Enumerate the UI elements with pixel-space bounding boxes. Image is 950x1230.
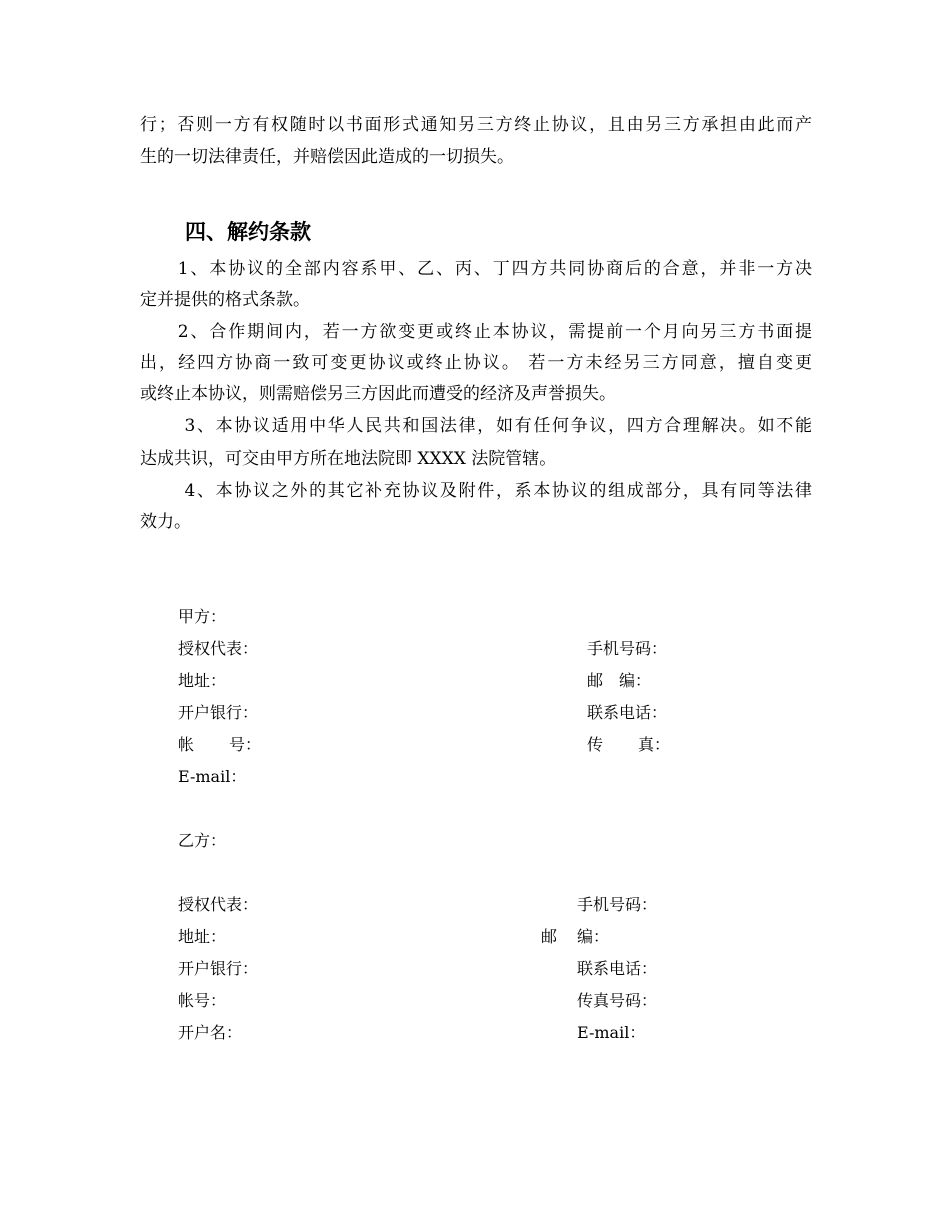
clause-3-line-1: 3、本协议适用中华人民共和国法律，如有任何争议，四方合理解决。如不能 (140, 416, 812, 436)
party-b-title: 乙方： (178, 831, 227, 850)
party-a-account-label (178, 735, 261, 755)
clause-2-line-3: 或终止本协议，则需赔偿另三方因此而遭受的经济及声誉损失。 (140, 384, 616, 404)
party-b-address-label: 地址： (178, 927, 227, 946)
party-b-postcode-char-2: 编： (577, 927, 610, 946)
clause-2-line-1: 2、合作期间内，若一方欲变更或终止本协议，需提前一个月向另三方书面提 (140, 322, 812, 342)
party-a-mobile-label: 手机号码： (587, 639, 668, 658)
party-b-account-label: 帐号： (178, 991, 227, 1010)
party-b-phone-label: 联系电话： (577, 959, 658, 978)
clause-1-line-1: 1、本协议的全部内容系甲、乙、丙、丁四方共同协商后的合意，并非一方决 (140, 259, 812, 279)
party-b-account-name-label: 开户名： (178, 1023, 243, 1042)
party-a-phone-label: 联系电话： (587, 703, 668, 722)
clause-4-line-1: 4、本协议之外的其它补充协议及附件，系本协议的组成部分，具有同等法律 (140, 481, 812, 501)
party-a-postcode-label (587, 671, 651, 691)
party-b-email-label: E-mail： (577, 1023, 646, 1042)
party-a-fax-char-2: 真： (638, 735, 671, 754)
party-a-postcode-char-2: 编： (619, 671, 652, 690)
clause-4-line-2: 效力。 (140, 512, 191, 532)
section-title: 四、解约条款 (185, 220, 311, 244)
party-a-fax-char-1: 传 (587, 735, 604, 754)
clause-3-line-2: 达成共识，可交由甲方所在地法院即 XXXX 法院管辖。 (140, 449, 557, 469)
party-b-bank-label: 开户银行： (178, 959, 259, 978)
party-a-postcode-char-1: 邮 (587, 671, 604, 690)
party-a-bank-label: 开户银行： (178, 703, 259, 722)
party-a-account-char-1: 帐 (178, 735, 195, 754)
party-a-fax-label (587, 735, 670, 755)
party-b-fax-label: 传真号码： (577, 991, 658, 1010)
party-a-account-char-2: 号： (229, 735, 262, 754)
party-b-rep-label: 授权代表： (178, 895, 259, 914)
party-a-address-label: 地址： (178, 671, 227, 690)
party-b-postcode-char-1: 邮 (541, 927, 558, 946)
party-a-email-label: E-mail： (178, 767, 247, 786)
party-a-title: 甲方： (178, 607, 227, 626)
party-b-mobile-label: 手机号码： (577, 895, 658, 914)
continuation-line-2: 生的一切法律责任，并赔偿因此造成的一切损失。 (140, 147, 514, 167)
continuation-line-1: 行；否则一方有权随时以书面形式通知另三方终止协议，且由另三方承担由此而产 (140, 115, 812, 135)
clause-1-line-2: 定并提供的格式条款。 (140, 290, 310, 310)
party-a-rep-label: 授权代表： (178, 639, 259, 658)
clause-2-line-2: 出，经四方协商一致可变更协议或终止协议。 若一方未经另三方同意，擅自变更 (140, 353, 812, 373)
